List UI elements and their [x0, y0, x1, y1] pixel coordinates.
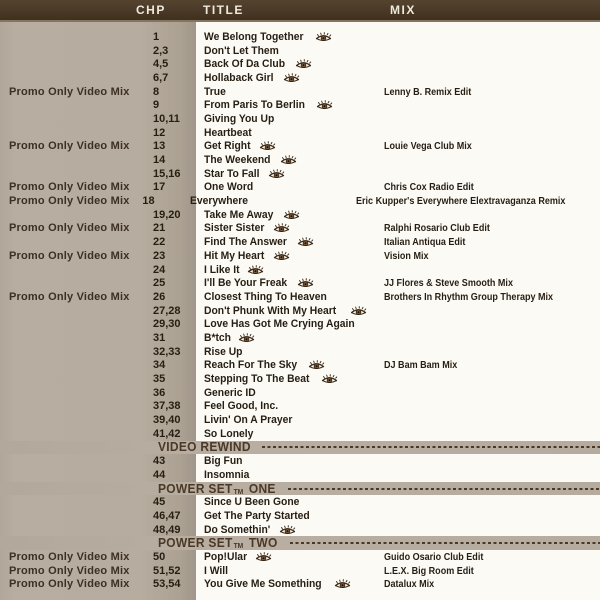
chapter-cell: 37,38 — [153, 400, 181, 413]
table-row — [0, 167, 600, 181]
chapter-cell: 50 — [153, 550, 166, 563]
track-title: Hit My Heart — [204, 249, 265, 262]
section-header-label: VIDEO REWIND — [158, 440, 251, 455]
chapter-cell: 13 — [153, 140, 166, 153]
title-cell — [204, 510, 384, 522]
mix-cell — [384, 181, 600, 193]
track-title: From Paris To Berlin — [204, 99, 305, 112]
eye-icon — [283, 73, 300, 83]
mix-name: Lenny B. Remix Edit — [384, 85, 472, 98]
chapter-cell: 12 — [153, 126, 166, 139]
title-cell — [204, 250, 384, 262]
table-row — [0, 427, 600, 441]
track-title: Feel Good, Inc. — [204, 400, 279, 413]
title-cell — [204, 86, 384, 98]
track-title: Rise Up — [204, 345, 243, 358]
table-header — [0, 0, 600, 22]
chapter-cell: 2,3 — [153, 44, 169, 57]
chapter-cell: 19,20 — [153, 208, 181, 221]
title-cell — [204, 359, 384, 371]
chapter-cell: 46,47 — [153, 509, 181, 522]
mix-cell — [384, 359, 600, 371]
track-title: Stepping To The Beat — [204, 373, 310, 386]
table-row — [0, 57, 600, 71]
table-row — [0, 317, 600, 331]
track-title: So Lonely — [204, 427, 254, 440]
title-cell — [204, 72, 384, 84]
chapter-cell: 27,28 — [153, 304, 181, 317]
chapter-cell: 35 — [153, 373, 166, 386]
mix-cell — [384, 236, 600, 248]
table-row — [0, 550, 600, 564]
table-row — [0, 468, 600, 482]
chapter-cell: 34 — [153, 359, 166, 372]
chapter-cell: 22 — [153, 236, 166, 249]
chapter-cell: 25 — [153, 277, 166, 290]
eye-icon — [279, 525, 296, 535]
mix-cell — [384, 86, 600, 98]
eye-icon — [255, 552, 272, 562]
title-cell — [204, 578, 384, 590]
chapter-cell: 31 — [153, 331, 166, 344]
table-row — [0, 454, 600, 468]
title-cell — [204, 127, 384, 139]
section-header-label: POWER SETTM ONE — [158, 481, 276, 496]
trademark-symbol: TM — [233, 543, 244, 551]
table-row — [0, 564, 600, 578]
eye-icon — [316, 100, 333, 110]
table-row — [0, 400, 600, 414]
mix-cell — [384, 140, 600, 152]
track-title: Generic ID — [204, 386, 256, 399]
chapter-cell: 23 — [153, 249, 166, 262]
eye-icon — [273, 223, 290, 233]
table-row — [0, 495, 600, 509]
track-title: Closest Thing To Heaven — [204, 290, 327, 303]
eye-icon — [321, 374, 338, 384]
table-row — [0, 359, 600, 373]
section-header — [0, 441, 600, 455]
table-row — [0, 372, 600, 386]
table-row — [0, 222, 600, 236]
title-cell — [204, 222, 384, 234]
title-cell — [204, 400, 384, 412]
table-row — [0, 71, 600, 85]
mix-cell — [356, 195, 600, 207]
chapter-cell: 29,30 — [153, 318, 181, 331]
eye-icon — [280, 155, 297, 165]
mix-cell — [384, 551, 600, 563]
track-title: I'll Be Your Freak — [204, 277, 288, 290]
chapter-cell: 36 — [153, 386, 166, 399]
eye-icon — [238, 333, 255, 343]
title-cell — [204, 551, 384, 563]
table-row — [0, 290, 600, 304]
track-title: Don't Phunk With My Heart — [204, 304, 337, 317]
table-row — [0, 276, 600, 290]
chapter-cell: 14 — [153, 154, 166, 167]
track-title: Big Fun — [204, 455, 243, 468]
title-cell — [204, 428, 384, 440]
chapter-cell: 18 — [142, 195, 155, 208]
mix-cell — [384, 250, 600, 262]
track-title: Sister Sister — [204, 222, 265, 235]
chapter-cell: 44 — [153, 468, 166, 481]
table-row — [0, 208, 600, 222]
eye-icon — [334, 579, 351, 589]
table-row — [0, 331, 600, 345]
mix-cell — [384, 277, 600, 289]
promo-only-video-mix-label: Promo Only Video Mix — [9, 195, 130, 208]
eye-icon — [295, 59, 312, 69]
promo-only-video-mix-label: Promo Only Video Mix — [9, 550, 130, 563]
track-title: Find The Answer — [204, 236, 287, 249]
eye-icon — [268, 169, 285, 179]
chapter-cell: 4,5 — [153, 58, 169, 71]
track-title: Get The Party Started — [204, 509, 310, 522]
eye-icon — [273, 251, 290, 261]
table-row — [0, 523, 600, 537]
mix-cell — [384, 578, 600, 590]
track-title: Do Somethin' — [204, 523, 271, 536]
track-title: The Weekend — [204, 154, 271, 167]
track-title: Heartbeat — [204, 126, 252, 139]
chapter-cell: 43 — [153, 455, 166, 468]
title-cell — [204, 209, 384, 221]
track-title: Giving You Up — [204, 112, 275, 125]
mix-name: Chris Cox Radio Edit — [384, 181, 474, 194]
table-row — [0, 413, 600, 427]
track-list — [0, 30, 600, 591]
title-cell — [204, 346, 384, 358]
table-row — [0, 578, 600, 592]
track-title: Livin' On A Prayer — [204, 414, 293, 427]
eye-icon — [350, 306, 367, 316]
section-dash-rule — [288, 488, 600, 490]
track-title: We Belong Together — [204, 30, 304, 43]
title-cell — [204, 31, 384, 43]
section-header — [0, 482, 600, 496]
table-row — [0, 249, 600, 263]
chapter-cell: 24 — [153, 263, 166, 276]
title-cell — [204, 291, 384, 303]
promo-only-video-mix-label: Promo Only Video Mix — [9, 222, 130, 235]
table-row — [0, 386, 600, 400]
chapter-cell: 17 — [153, 181, 166, 194]
chapter-cell: 41,42 — [153, 427, 181, 440]
promo-only-video-mix-label: Promo Only Video Mix — [9, 290, 130, 303]
title-cell — [204, 113, 384, 125]
title-cell — [204, 332, 384, 344]
title-cell — [204, 469, 384, 481]
track-title: Everywhere — [189, 195, 248, 208]
title-cell — [190, 195, 357, 207]
title-cell — [204, 373, 384, 385]
table-row — [0, 44, 600, 58]
mix-cell — [384, 291, 600, 303]
table-row — [0, 126, 600, 140]
table-row — [0, 509, 600, 523]
table-row — [0, 98, 600, 112]
chapter-cell: 51,52 — [153, 564, 181, 577]
title-cell — [204, 181, 384, 193]
track-title: I Will — [204, 564, 229, 577]
track-title: Back Of Da Club — [204, 58, 286, 71]
section-dash-rule — [290, 542, 600, 544]
promo-only-video-mix-label: Promo Only Video Mix — [9, 140, 130, 153]
track-title: Don't Let Them — [204, 44, 279, 57]
table-row — [0, 112, 600, 126]
column-header-title: TITLE — [203, 3, 244, 17]
track-title: Get Right — [204, 140, 251, 153]
promo-only-video-mix-label: Promo Only Video Mix — [9, 578, 130, 591]
track-title: I Like It — [204, 263, 240, 276]
title-cell — [204, 140, 384, 152]
table-row — [0, 85, 600, 99]
promo-only-video-mix-label: Promo Only Video Mix — [9, 564, 130, 577]
mix-name: Ralphi Rosario Club Edit — [384, 222, 490, 235]
table-row — [0, 345, 600, 359]
promo-only-video-mix-label: Promo Only Video Mix — [9, 181, 130, 194]
chapter-cell: 32,33 — [153, 345, 181, 358]
chapter-cell: 21 — [153, 222, 166, 235]
track-title: Hollaback Girl — [204, 71, 274, 84]
chapter-cell: 6,7 — [153, 71, 169, 84]
promo-only-video-mix-label: Promo Only Video Mix — [9, 249, 130, 262]
chapter-cell: 48,49 — [153, 523, 181, 536]
section-header-label: POWER SETTM TWO — [158, 536, 278, 551]
title-cell — [204, 99, 384, 111]
mix-name: Datalux Mix — [384, 578, 435, 591]
track-title: You Give Me Something — [204, 578, 322, 591]
track-title: B*tch — [204, 331, 232, 344]
table-row — [0, 181, 600, 195]
track-title: One Word — [204, 181, 254, 194]
chapter-cell: 8 — [153, 85, 160, 98]
title-cell — [204, 414, 384, 426]
track-title: Reach For The Sky — [204, 359, 298, 372]
table-row — [0, 153, 600, 167]
title-cell — [204, 168, 384, 180]
title-cell — [204, 387, 384, 399]
title-cell — [204, 305, 384, 317]
eye-icon — [297, 278, 314, 288]
title-cell — [204, 524, 384, 536]
table-row — [0, 194, 600, 208]
title-cell — [204, 455, 384, 467]
chapter-cell: 26 — [153, 290, 166, 303]
eye-icon — [247, 265, 264, 275]
track-title: Since U Been Gone — [204, 496, 300, 509]
title-cell — [204, 264, 384, 276]
table-row — [0, 140, 600, 154]
table-row — [0, 304, 600, 318]
table-row — [0, 263, 600, 277]
section-dash-rule — [262, 446, 600, 448]
chapter-cell: 39,40 — [153, 414, 181, 427]
chapter-cell: 10,11 — [153, 112, 180, 125]
mix-name: DJ Bam Bam Mix — [384, 359, 458, 372]
mix-name: JJ Flores & Steve Smooth Mix — [384, 277, 513, 290]
title-cell — [204, 565, 384, 577]
eye-icon — [315, 32, 332, 42]
column-header-mix: MIX — [390, 3, 416, 17]
chapter-cell: 15,16 — [153, 167, 181, 180]
track-title: Love Has Got Me Crying Again — [204, 318, 355, 331]
table-row — [0, 30, 600, 44]
mix-cell — [384, 565, 600, 577]
title-cell — [204, 58, 384, 70]
chapter-cell: 53,54 — [153, 578, 181, 591]
chapter-cell: 45 — [153, 496, 166, 509]
chapter-cell: 1 — [153, 30, 160, 43]
mix-name: Guido Osario Club Edit — [384, 550, 484, 563]
promo-only-video-mix-label: Promo Only Video Mix — [9, 85, 130, 98]
trademark-symbol: TM — [233, 488, 244, 496]
title-cell — [204, 45, 384, 57]
title-cell — [204, 154, 384, 166]
table-row — [0, 235, 600, 249]
mix-name: L.E.X. Big Room Edit — [384, 564, 474, 577]
column-header-chp: CHP — [136, 3, 166, 17]
eye-icon — [259, 141, 276, 151]
title-cell — [204, 236, 384, 248]
track-title: Star To Fall — [204, 167, 260, 180]
eye-icon — [308, 360, 325, 370]
mix-cell — [384, 222, 600, 234]
mix-name: Eric Kupper's Everywhere Elextravaganza Remix — [356, 195, 566, 208]
track-title: Insomnia — [204, 468, 250, 481]
mix-name: Brothers In Rhythm Group Therapy Mix — [384, 290, 554, 303]
track-title: True — [204, 85, 226, 98]
mix-name: Vision Mix — [384, 249, 429, 262]
mix-name: Italian Antiqua Edit — [384, 236, 466, 249]
section-header — [0, 536, 600, 550]
title-cell — [204, 318, 384, 330]
track-title: Pop!Ular — [204, 550, 248, 563]
title-cell — [204, 277, 384, 289]
title-cell — [204, 496, 384, 508]
mix-name: Louie Vega Club Mix — [384, 140, 472, 153]
eye-icon — [283, 210, 300, 220]
track-title: Take Me Away — [204, 208, 274, 221]
eye-icon — [297, 237, 314, 247]
chapter-cell: 9 — [153, 99, 160, 112]
